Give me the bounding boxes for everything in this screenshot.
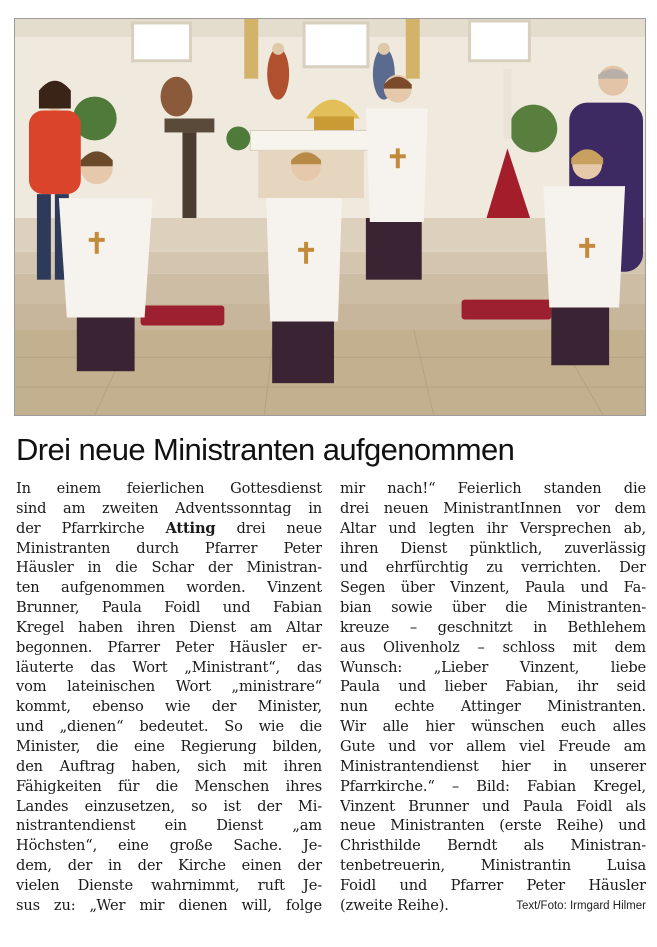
article-line xyxy=(340,479,646,499)
article-line xyxy=(340,757,646,777)
article-line xyxy=(340,717,646,737)
article-line xyxy=(16,479,322,499)
line-text: Wunsch: „Lieber Vinzent, liebe xyxy=(340,658,646,676)
article-line xyxy=(16,558,322,578)
line-text: sind am zweiten Adventssonntag in xyxy=(16,499,322,517)
line-text: mir nach!“ Feierlich standen die xyxy=(340,480,646,497)
line-text: der Pfarrkirche xyxy=(16,519,166,537)
article-line xyxy=(340,896,646,917)
bold-place-name: Atting xyxy=(165,519,216,537)
line-text: Höchsten“, eine große Sache. Je- xyxy=(16,837,322,855)
line-text: ten aufgenommen worden. Vinzent xyxy=(16,579,322,597)
article-line xyxy=(16,638,322,658)
article-line xyxy=(16,598,322,618)
article-line xyxy=(340,638,646,658)
line-text: Häusler in die Schar der Ministran- xyxy=(16,559,322,577)
line-text: und „dienen“ bedeutet. So wie die xyxy=(16,718,322,736)
line-text: Paula und lieber Fabian, ihr seid xyxy=(340,678,646,696)
line-text: kreuze – geschnitzt in Bethlehem xyxy=(340,618,646,636)
article-line xyxy=(16,618,322,638)
line-text: Christhilde Berndt als Ministran- xyxy=(340,837,646,855)
article-line xyxy=(16,777,322,797)
article-line xyxy=(340,558,646,578)
article-line xyxy=(340,677,646,697)
line-text: vielen Dienste wahrnimmt, ruft Je- xyxy=(16,876,322,894)
line-text: drei neue xyxy=(215,519,322,537)
article-line xyxy=(340,856,646,876)
line-text: In einem feierlichen Gottesdienst xyxy=(16,480,322,497)
article-line xyxy=(340,836,646,856)
line-text: Brunner, Paula Foidl und Fabian xyxy=(16,599,322,617)
article-line xyxy=(16,677,322,697)
church-altar-photo-icon xyxy=(15,19,645,415)
article-line xyxy=(16,737,322,757)
line-text: Altar und legten ihr Versprechen ab, xyxy=(340,519,646,537)
line-text: bian sowie über die Ministranten- xyxy=(340,599,646,617)
line-text: ihren Dienst pünktlich, zuverlässig xyxy=(340,539,646,557)
line-text: Fähigkeiten für die Menschen ihres xyxy=(16,777,322,795)
article-line xyxy=(16,757,322,777)
line-text: Kregel haben ihren Dienst am Altar xyxy=(16,618,322,636)
line-text: dem, der in der Kirche einen der xyxy=(16,857,322,875)
article-line xyxy=(340,816,646,836)
article-headline: Drei neue Ministranten aufgenommen xyxy=(16,432,515,467)
line-text: Vinzent Brunner und Paula Foidl als xyxy=(340,797,646,815)
line-text: Landes einzusetzen, so ist der Mi- xyxy=(16,797,322,815)
article-line xyxy=(340,797,646,817)
line-text: Gute und vor allem viel Freude am xyxy=(340,737,646,755)
article-line xyxy=(340,658,646,678)
article-line xyxy=(16,717,322,737)
article-line xyxy=(340,598,646,618)
line-text: Wir alle hier wünschen euch alles xyxy=(340,718,646,736)
line-text: Ministrantendienst hier in unserer xyxy=(340,757,646,775)
article-photo xyxy=(14,18,646,416)
line-text: begonnen. Pfarrer Peter Häusler er- xyxy=(16,638,322,656)
line-text: nistrantendienst ein Dienst „am xyxy=(16,817,322,835)
article-line xyxy=(16,658,322,678)
line-text: kommt, ebenso wie der Minister, xyxy=(16,698,322,716)
article-line xyxy=(16,896,322,916)
article-line xyxy=(340,499,646,519)
article-line xyxy=(16,797,322,817)
article-line xyxy=(16,519,322,539)
article-line xyxy=(16,836,322,856)
article-line xyxy=(340,697,646,717)
article-line xyxy=(340,618,646,638)
line-text: Segen über Vinzent, Paula und Fa- xyxy=(340,579,646,597)
article-line xyxy=(340,876,646,896)
line-text: vom lateinischen Wort „ministrare“ xyxy=(16,678,322,696)
article-line xyxy=(16,856,322,876)
line-text: (zweite Reihe). xyxy=(340,896,449,914)
article-line xyxy=(16,539,322,559)
article-line xyxy=(16,578,322,598)
line-text: Pfarrkirche.“ – Bild: Fabian Kregel, xyxy=(340,777,646,795)
line-text: und ehrfürchtig zu verrichten. Der xyxy=(340,559,646,577)
article-line xyxy=(16,697,322,717)
line-text: den Auftrag haben, sich mit ihren xyxy=(16,757,322,775)
line-text: Ministranten durch Pfarrer Peter xyxy=(16,539,322,557)
article-line xyxy=(340,737,646,757)
line-text: Minister, die eine Regierung bilden, xyxy=(16,737,322,755)
article-line xyxy=(16,816,322,836)
line-text: neue Ministranten (erste Reihe) und xyxy=(340,817,646,835)
article-line xyxy=(16,876,322,896)
article-line xyxy=(340,519,646,539)
article-column-right xyxy=(340,479,646,917)
article-line xyxy=(16,499,322,519)
article-line xyxy=(340,578,646,598)
line-text: nun echte Attinger Ministranten. xyxy=(340,698,646,716)
line-text: aus Olivenholz – schloss mit dem xyxy=(340,638,646,656)
line-text: läuterte das Wort „Ministrant“, das xyxy=(16,658,322,676)
article-line xyxy=(340,777,646,797)
article-line xyxy=(340,539,646,559)
line-text: Foidl und Pfarrer Peter Häusler xyxy=(340,876,646,894)
photo-credit: Text/Foto: Irmgard Hilmer xyxy=(516,899,646,912)
line-text: tenbetreuerin, Ministrantin Luisa xyxy=(340,857,646,875)
line-text: sus zu: „Wer mir dienen will, folge xyxy=(16,896,322,914)
article-column-left xyxy=(16,479,322,916)
line-text: drei neuen MinistrantInnen vor dem xyxy=(340,499,646,517)
